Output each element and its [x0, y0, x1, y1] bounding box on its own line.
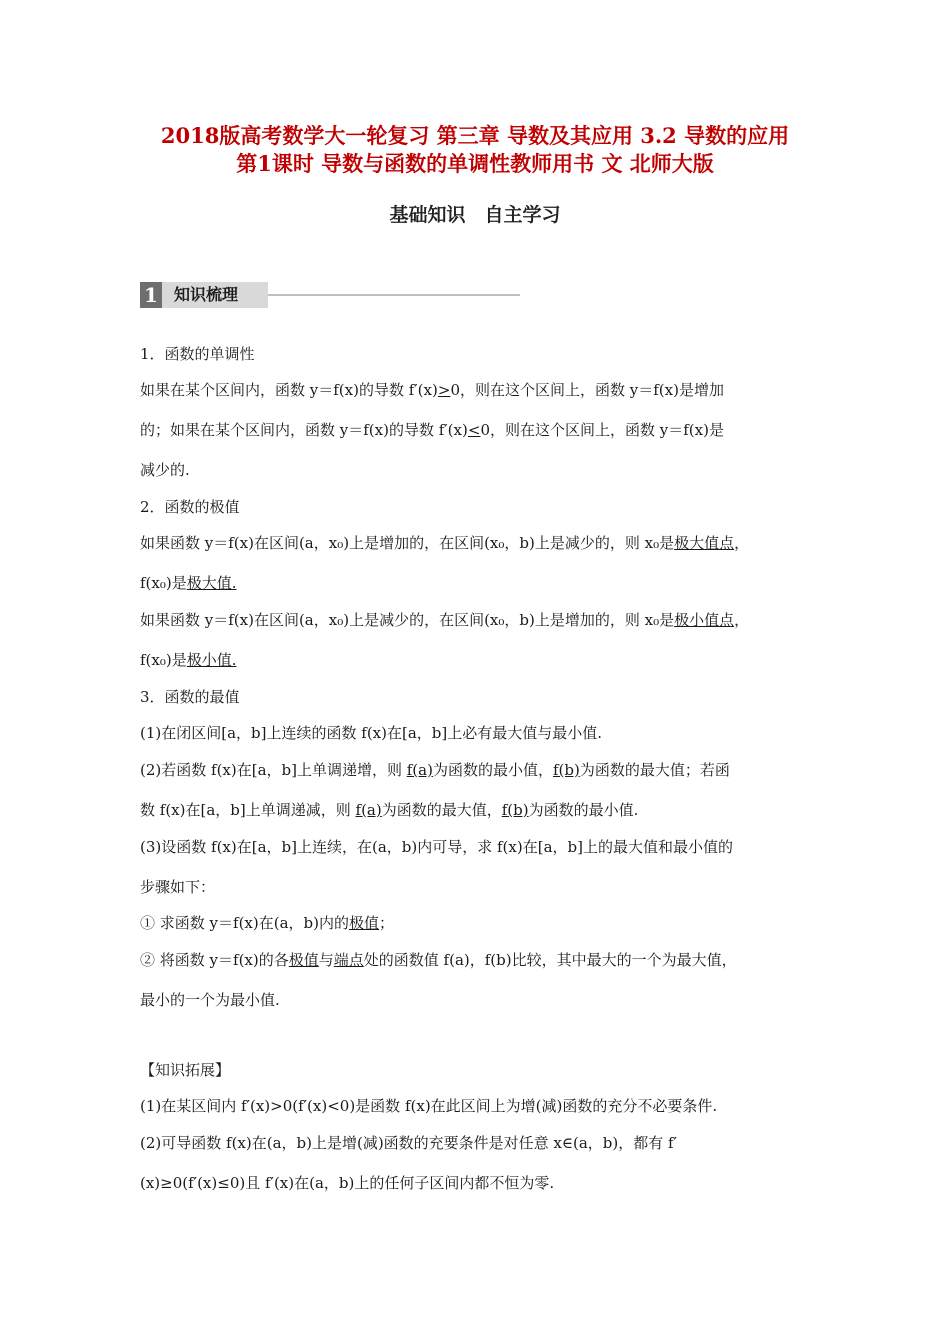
text-segment: 为函数的最大值，	[381, 801, 502, 819]
underlined-answer: 端点	[333, 951, 364, 969]
text-segment: 如果函数 y＝f(x)在区间(a，x₀)上是增加的，在区间(x₀，b)上是减少的，则 x₀是	[140, 534, 675, 552]
underlined-answer: >	[437, 381, 451, 399]
text-segment: 步骤如下：	[140, 878, 216, 896]
text-segment: (1)在某区间内 f′(x)>0(f′(x)<0)是函数 f(x)在此区间上为增(减)函数的充分不必要条件.	[140, 1097, 718, 1115]
text-line	[140, 1173, 554, 1193]
text-segment: 如果在某个区间内，函数 y＝f(x)的导数 f′(x)	[140, 381, 438, 399]
underlined-answer: 极小值点	[674, 611, 735, 629]
section-divider	[268, 294, 520, 296]
text-line	[140, 1133, 677, 1153]
text-segment: (2)若函数 f(x)在[a，b]上单调递增，则	[140, 761, 407, 779]
text-segment: ；	[379, 914, 395, 932]
document-title-line2: 第1课时 导数与函数的单调性教师用书 文 北师大版	[236, 151, 714, 176]
text-line	[140, 1060, 230, 1080]
text-line	[140, 990, 280, 1010]
underlined-answer: 极小值.	[186, 651, 237, 669]
text-line	[140, 760, 730, 780]
text-line	[140, 420, 724, 440]
text-segment: 0，则在这个区间上，函数 y＝f(x)是增加	[450, 381, 724, 399]
text-line	[140, 877, 215, 897]
text-line	[140, 800, 638, 820]
text-segment: ，	[734, 534, 750, 552]
text-line	[140, 573, 237, 593]
underlined-answer: 极大值.	[186, 574, 237, 592]
text-line	[140, 837, 733, 857]
text-segment: 与	[318, 951, 334, 969]
text-segment: 最小的一个为最小值.	[140, 991, 280, 1009]
document-subtitle: 基础知识 自主学习	[389, 204, 561, 226]
underlined-answer: f(a)	[406, 761, 433, 779]
text-line	[140, 913, 394, 933]
underlined-answer: f(b)	[501, 801, 529, 819]
text-segment: 为函数的最小值，	[432, 761, 553, 779]
text-segment: 减少的.	[140, 461, 190, 479]
text-segment: (3)设函数 f(x)在[a，b]上连续，在(a，b)内可导，求 f(x)在[a，b]上的最大值和最小值的	[140, 838, 733, 856]
underlined-answer: 极值	[288, 951, 319, 969]
text-segment: 【知识拓展】	[140, 1061, 231, 1079]
text-segment: 2．函数的极值	[140, 498, 240, 516]
section-number-badge: 1	[140, 282, 162, 308]
text-segment: 1．函数的单调性	[140, 345, 255, 363]
text-line	[140, 950, 737, 970]
text-line	[140, 1096, 717, 1116]
text-segment: (1)在闭区间[a，b]上连续的函数 f(x)在[a，b]上必有最大值与最小值.	[140, 724, 602, 742]
text-segment: f(x₀)是	[140, 651, 187, 669]
underlined-answer: f(a)	[355, 801, 382, 819]
text-segment: ① 求函数 y＝f(x)在(a，b)内的	[140, 914, 349, 932]
text-segment: ，	[734, 611, 750, 629]
text-segment: (x)≥0(f′(x)≤0)且 f′(x)在(a，b)上的任何子区间内都不恒为零.	[140, 1174, 555, 1192]
text-line	[140, 460, 190, 480]
text-line	[140, 723, 602, 743]
text-segment: 的；如果在某个区间内，函数 y＝f(x)的导数 f′(x)	[140, 421, 468, 439]
text-segment: 处的函数值 f(a)，f(b)比较，其中最大的一个为最大值，	[363, 951, 737, 969]
text-line	[140, 650, 237, 670]
text-segment: (2)可导函数 f(x)在(a，b)上是增(减)函数的充要条件是对任意 x∈(a，b)，都有 f′	[140, 1134, 677, 1152]
text-segment: 如果函数 y＝f(x)在区间(a，x₀)上是减少的，在区间(x₀，b)上是增加的，则 x₀是	[140, 611, 675, 629]
text-segment: 数 f(x)在[a，b]上单调递减，则	[140, 801, 356, 819]
document-title-line1: 2018版高考数学大一轮复习 第三章 导数及其应用 3.2 导数的应用	[160, 123, 790, 148]
underlined-answer: f(b)	[552, 761, 580, 779]
text-line	[140, 497, 240, 517]
text-segment: 3．函数的最值	[140, 688, 240, 706]
underlined-answer: 极值	[348, 914, 379, 932]
text-line	[140, 380, 724, 400]
text-segment: 0，则在这个区间上，函数 y＝f(x)是	[480, 421, 724, 439]
text-segment: 为函数的最小值.	[528, 801, 639, 819]
text-segment: f(x₀)是	[140, 574, 187, 592]
text-segment: 为函数的最大值；若函	[579, 761, 730, 779]
text-line	[140, 687, 240, 707]
text-line	[140, 344, 255, 364]
section-label: 知识梳理	[162, 282, 268, 308]
underlined-answer: <	[467, 421, 481, 439]
text-line	[140, 533, 749, 553]
underlined-answer: 极大值点	[674, 534, 735, 552]
text-segment: ② 将函数 y＝f(x)的各	[140, 951, 289, 969]
text-line	[140, 610, 749, 630]
